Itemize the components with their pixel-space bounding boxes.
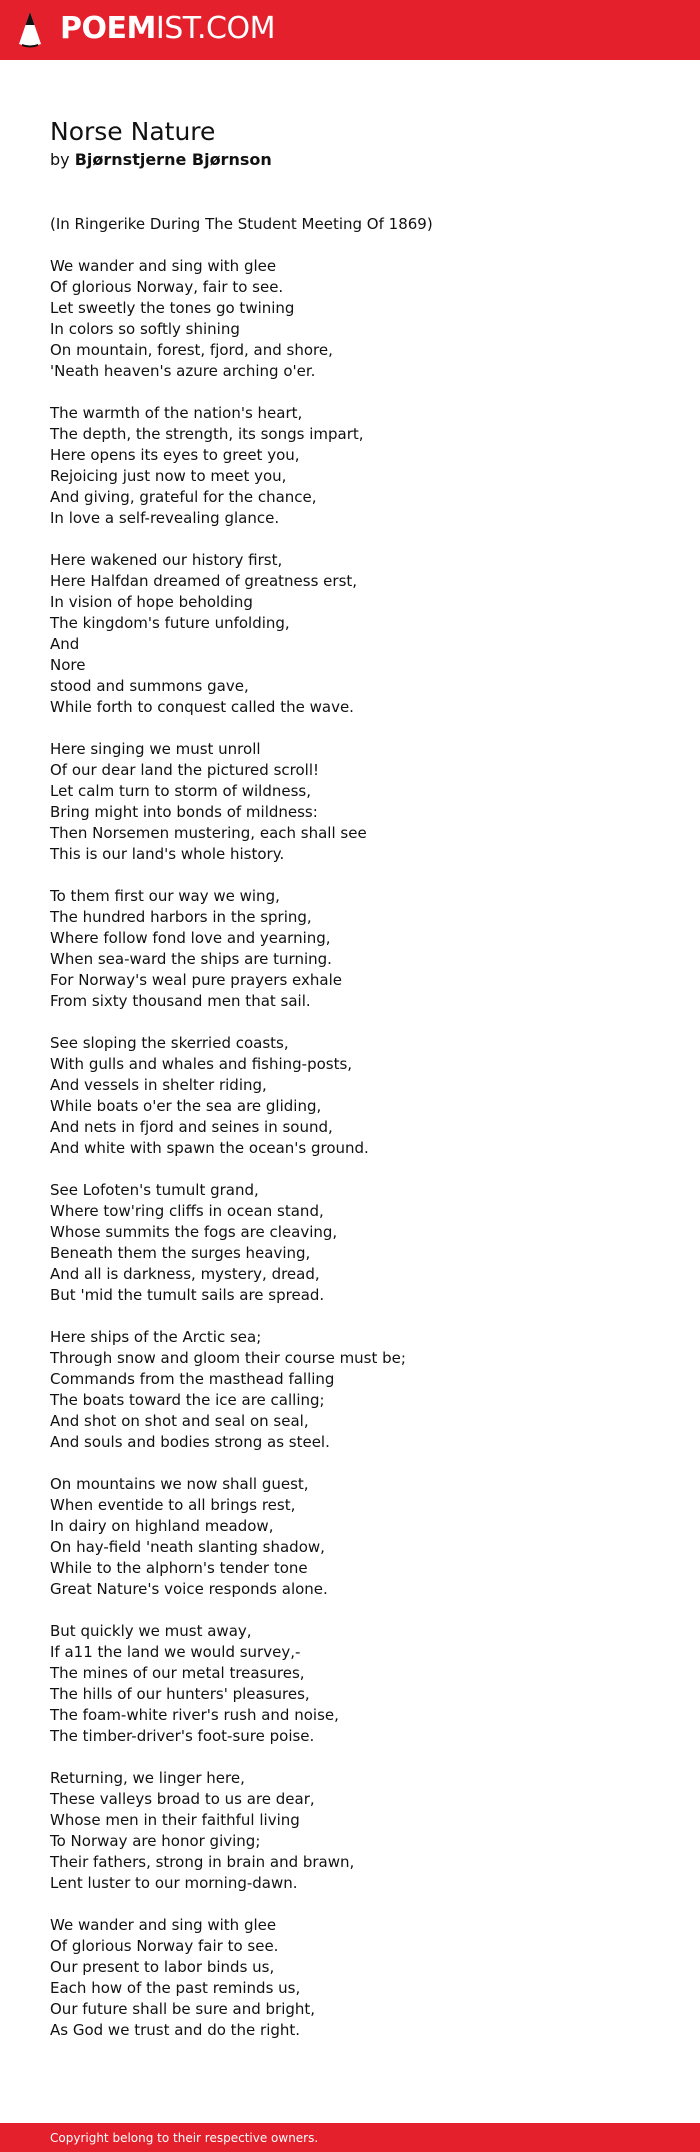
poem-line: The timber-driver's foot-sure poise.	[50, 1727, 315, 1745]
poem-line: In love a self-revealing glance.	[50, 509, 280, 527]
poem-line: Of glorious Norway fair to see.	[50, 1937, 279, 1955]
poem-line: While to the alphorn's tender tone	[50, 1559, 308, 1577]
poem-line: Through snow and gloom their course must be;	[50, 1349, 406, 1367]
poem-line: Nore	[50, 656, 86, 674]
poem-stanza	[50, 1768, 650, 1894]
poem-line: And white with spawn the ocean's ground.	[50, 1139, 369, 1157]
poem-line: Returning, we linger here,	[50, 1769, 245, 1787]
poem-line: Here Halfdan dreamed of greatness erst,	[50, 572, 358, 590]
poem-line: Here singing we must unroll	[50, 740, 261, 758]
poem-line: While boats o'er the sea are gliding,	[50, 1097, 322, 1115]
poem-line: And nets in fjord and seines in sound,	[50, 1118, 333, 1136]
poem-stanza	[50, 550, 650, 718]
site-footer	[0, 2123, 700, 2152]
poem-title: Norse Nature	[50, 117, 216, 146]
poem-line: Of glorious Norway, fair to see.	[50, 278, 284, 296]
poem-line: And shot on shot and seal on seal,	[50, 1412, 309, 1430]
poem-line: When eventide to all brings rest,	[50, 1496, 296, 1514]
poem-line: And souls and bodies strong as steel.	[50, 1433, 330, 1451]
poem-line: Our present to labor binds us,	[50, 1958, 275, 1976]
poem-content	[50, 118, 650, 2041]
logo-bold-text: POEM	[60, 11, 156, 46]
poem-line: Here opens its eyes to greet you,	[50, 446, 300, 464]
poem-stanza	[50, 739, 650, 865]
poem-line: 'Neath heaven's azure arching o'er.	[50, 362, 316, 380]
poem-line: And giving, grateful for the chance,	[50, 488, 317, 506]
pencil-tip-icon[interactable]	[16, 10, 44, 50]
poem-line: Rejoicing just now to meet you,	[50, 467, 287, 485]
poem-line: Let sweetly the tones go twining	[50, 299, 295, 317]
by-label: by	[50, 150, 70, 169]
poem-line: In colors so softly shining	[50, 320, 240, 338]
poem-line: But quickly we must away,	[50, 1622, 252, 1640]
poem-line: Great Nature's voice responds alone.	[50, 1580, 328, 1598]
poem-line: The boats toward the ice are calling;	[50, 1391, 325, 1409]
poem-line: Then Norsemen mustering, each shall see	[50, 824, 367, 842]
poem-line: And all is darkness, mystery, dread,	[50, 1265, 320, 1283]
poem-line: Here ships of the Arctic sea;	[50, 1328, 262, 1346]
poem-line: The hundred harbors in the spring,	[50, 908, 312, 926]
poem-line: In dairy on highland meadow,	[50, 1517, 274, 1535]
poem-line: On mountain, forest, fjord, and shore,	[50, 341, 333, 359]
poem-line: The foam-white river's rush and noise,	[50, 1706, 339, 1724]
poem-line: Whose summits the fogs are cleaving,	[50, 1223, 338, 1241]
poem-line: And vessels in shelter riding,	[50, 1076, 267, 1094]
poem-line: The warmth of the nation's heart,	[50, 404, 303, 422]
poem-line: Each how of the past reminds us,	[50, 1979, 301, 1997]
poem-line: Whose men in their faithful living	[50, 1811, 300, 1829]
copyright-notice: Copyright belong to their respective owners.	[50, 2131, 319, 2145]
poem-line: The hills of our hunters' pleasures,	[50, 1685, 310, 1703]
site-header	[0, 0, 700, 60]
poem-line: See Lofoten's tumult grand,	[50, 1181, 259, 1199]
poem-line: Let calm turn to storm of wildness,	[50, 782, 311, 800]
poem-stanza	[50, 256, 650, 382]
poem-line: Here wakened our history first,	[50, 551, 283, 569]
poem-line: Lent luster to our morning-dawn.	[50, 1874, 298, 1892]
poem-line: The depth, the strength, its songs impart,	[50, 425, 364, 443]
poem-stanza	[50, 1474, 650, 1600]
poem-line: See sloping the skerried coasts,	[50, 1034, 289, 1052]
poem-line: Of our dear land the pictured scroll!	[50, 761, 319, 779]
poem-line: If a11 the land we would survey,-	[50, 1643, 301, 1661]
poem-subtitle: (In Ringerike During The Student Meeting Of 1869)	[50, 215, 433, 233]
poem-stanza	[50, 1621, 650, 1747]
poem-line: For Norway's weal pure prayers exhale	[50, 971, 342, 989]
site-logo[interactable]	[60, 11, 275, 47]
poem-stanza	[50, 1033, 650, 1159]
poem-stanza	[50, 1915, 650, 2041]
poem-line: To them first our way we wing,	[50, 887, 280, 905]
poem-line: On mountains we now shall guest,	[50, 1475, 309, 1493]
poem-line: The mines of our metal treasures,	[50, 1664, 305, 1682]
poem-line: When sea-ward the ships are turning.	[50, 950, 332, 968]
poem-line: As God we trust and do the right.	[50, 2021, 301, 2039]
author-name: Bjørnstjerne Bjørnson	[74, 150, 272, 169]
poem-line: We wander and sing with glee	[50, 257, 277, 275]
poem-line: Bring might into bonds of mildness:	[50, 803, 318, 821]
poem-line: This is our land's whole history.	[50, 845, 285, 863]
poem-stanza	[50, 403, 650, 529]
poem-line: While forth to conquest called the wave.	[50, 698, 354, 716]
poem-line: Our future shall be sure and bright,	[50, 2000, 316, 2018]
poem-line: Commands from the masthead falling	[50, 1370, 335, 1388]
poem-line: These valleys broad to us are dear,	[50, 1790, 315, 1808]
poem-line: On hay-field 'neath slanting shadow,	[50, 1538, 325, 1556]
poem-line: In vision of hope beholding	[50, 593, 253, 611]
poem-line: Beneath them the surges heaving,	[50, 1244, 311, 1262]
poem-line: But 'mid the tumult sails are spread.	[50, 1286, 325, 1304]
poem-body	[50, 256, 650, 2041]
poem-stanza	[50, 1327, 650, 1453]
poem-line: Where tow'ring cliffs in ocean stand,	[50, 1202, 324, 1220]
poem-byline	[50, 149, 650, 171]
poem-line: To Norway are honor giving;	[50, 1832, 261, 1850]
poem-line: stood and summons gave,	[50, 677, 249, 695]
poem-line: And	[50, 635, 80, 653]
poem-stanza	[50, 1180, 650, 1306]
poem-line: From sixty thousand men that sail.	[50, 992, 311, 1010]
poem-line: Their fathers, strong in brain and brawn,	[50, 1853, 355, 1871]
poem-line: Where follow fond love and yearning,	[50, 929, 331, 947]
poem-line: With gulls and whales and fishing-posts,	[50, 1055, 353, 1073]
poem-stanza	[50, 886, 650, 1012]
poem-line: The kingdom's future unfolding,	[50, 614, 290, 632]
poem-line: We wander and sing with glee	[50, 1916, 277, 1934]
logo-rest-text: IST.COM	[155, 11, 275, 46]
